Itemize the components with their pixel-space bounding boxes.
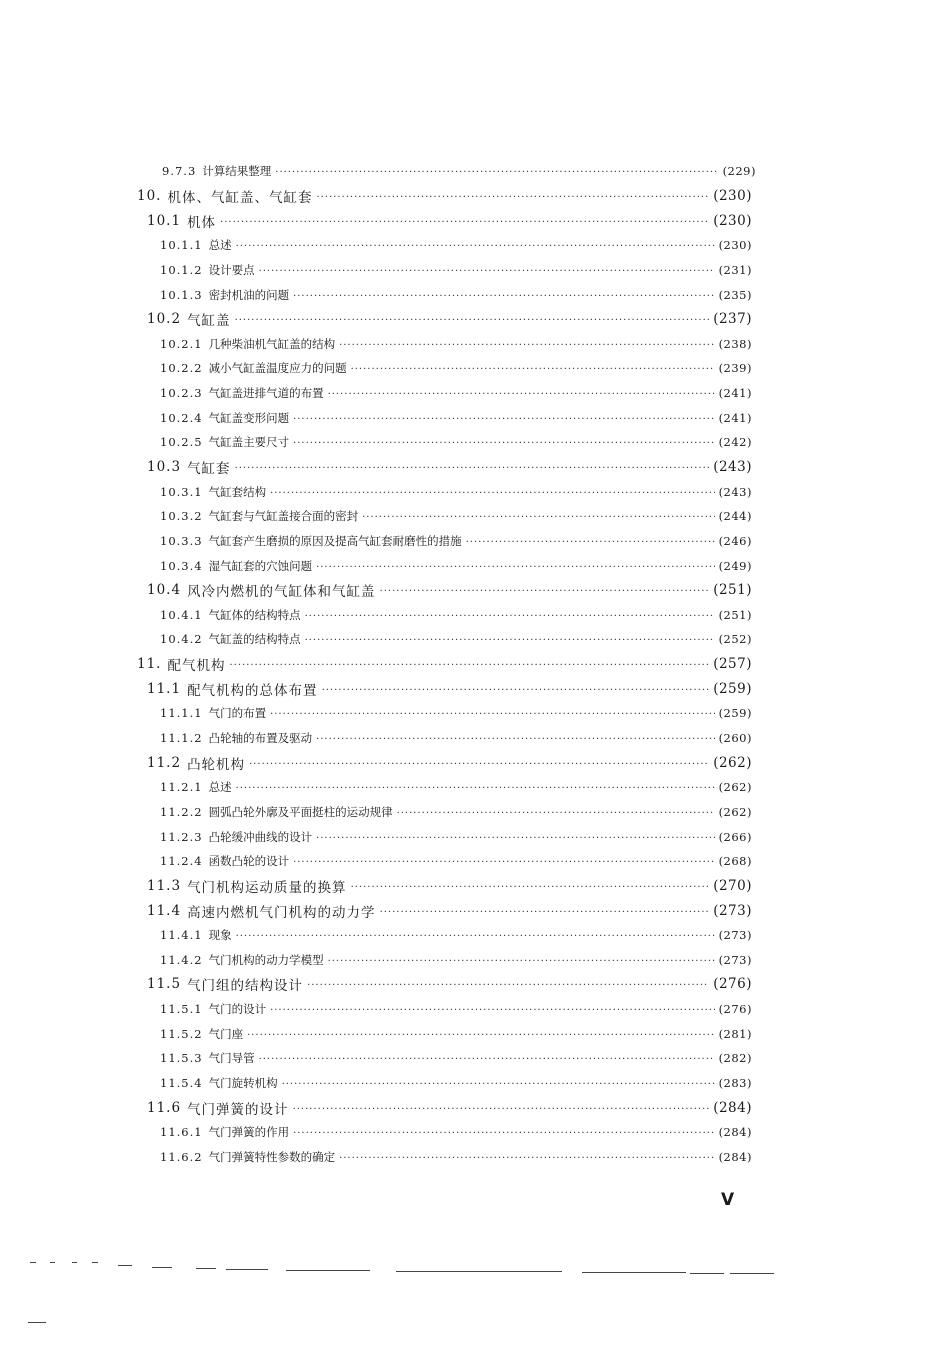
entry-page: (281)	[718, 1026, 752, 1041]
dot-leader	[351, 883, 710, 893]
entry-number: 10.2.1	[160, 336, 203, 351]
dot-leader	[380, 908, 710, 918]
entry-number: 10.1.2	[160, 262, 203, 277]
entry-number: 11.1	[147, 680, 182, 697]
entry-number: 10.1.3	[160, 287, 203, 302]
entry-number: 11.5.3	[160, 1051, 203, 1066]
entry-page: (243)	[718, 484, 752, 499]
dot-leader	[293, 415, 714, 425]
toc-chapter	[0, 652, 952, 677]
entry-page: (259)	[718, 706, 752, 721]
entry-page: (229)	[722, 164, 756, 179]
dot-leader	[466, 538, 715, 548]
entry-page: (262)	[718, 804, 752, 819]
entry-title: 气缸盖的结构特点	[208, 632, 301, 647]
entry-page: (276)	[718, 1002, 752, 1017]
dot-leader	[362, 513, 714, 523]
entry-title: 湿气缸套的穴蚀问题	[208, 558, 313, 573]
entry-page: (239)	[718, 361, 752, 376]
dot-leader	[328, 390, 715, 400]
entry-number: 11.5	[147, 976, 182, 993]
entry-title: 凸轮轴的布置及驱动	[208, 731, 313, 746]
entry-title: 机体	[187, 214, 217, 231]
entry-number: 10.1	[147, 212, 182, 229]
toc-entry	[0, 159, 952, 184]
toc-section	[0, 898, 952, 923]
scan-artifact	[92, 1262, 98, 1263]
entry-title: 高速内燃机气门机构的动力学	[187, 904, 376, 921]
entry-number: 10.3.1	[160, 484, 203, 499]
dot-leader	[249, 760, 709, 770]
entry-number: 10.4.2	[160, 632, 203, 647]
entry-page: (276)	[713, 976, 752, 993]
entry-number: 9.7.3	[162, 164, 197, 179]
toc-entry	[0, 381, 952, 406]
entry-number: 10.2.4	[160, 410, 203, 425]
toc-entry	[0, 923, 952, 948]
dot-leader	[275, 168, 718, 178]
toc-entry	[0, 430, 952, 455]
toc-entry	[0, 1120, 952, 1145]
entry-number: 10.4.1	[160, 607, 203, 622]
entry-page: (246)	[718, 533, 752, 548]
toc-entry	[0, 603, 952, 628]
dot-leader	[270, 1006, 714, 1016]
entry-title: 气缸盖主要尺寸	[208, 435, 290, 450]
toc-section	[0, 1095, 952, 1120]
entry-page: (284)	[713, 1099, 752, 1116]
dot-leader	[229, 661, 709, 671]
entry-page: (284)	[718, 1125, 752, 1140]
entry-title: 气缸套产生磨损的原因及提高气缸套耐磨性的措施	[208, 533, 462, 548]
entry-page: (268)	[718, 854, 752, 869]
entry-number: 10.2.5	[160, 435, 203, 450]
scan-artifact	[196, 1268, 216, 1269]
entry-title: 机体、气缸盖、气缸套	[167, 189, 313, 206]
entry-number: 11.1.2	[160, 731, 203, 746]
scan-artifact	[582, 1272, 686, 1273]
entry-page: (262)	[718, 780, 752, 795]
entry-page: (230)	[713, 187, 752, 204]
entry-title: 计算结果整理	[202, 164, 272, 179]
entry-page: (266)	[718, 829, 752, 844]
toc-entry	[0, 1021, 952, 1046]
entry-number: 11.5.2	[160, 1026, 203, 1041]
entry-number: 10.3.3	[160, 533, 203, 548]
entry-page: (251)	[718, 607, 752, 622]
entry-page: (282)	[718, 1051, 752, 1066]
dot-leader	[316, 563, 714, 573]
toc-entry	[0, 282, 952, 307]
scan-artifact	[50, 1262, 55, 1263]
entry-number: 10.	[137, 187, 162, 204]
entry-page: (262)	[713, 754, 752, 771]
toc-entry	[0, 356, 952, 381]
dot-leader	[322, 686, 710, 696]
dot-leader	[293, 858, 714, 868]
dot-leader	[293, 1129, 714, 1139]
entry-page: (230)	[713, 212, 752, 229]
toc-entry	[0, 553, 952, 578]
scan-artifact	[286, 1270, 370, 1271]
entry-number: 11.6.2	[160, 1149, 203, 1164]
scan-artifact	[72, 1262, 77, 1263]
entry-title: 气门的设计	[208, 1002, 267, 1017]
table-of-contents	[0, 159, 952, 1169]
entry-number: 11.2.4	[160, 854, 203, 869]
toc-entry	[0, 1046, 952, 1071]
toc-section	[0, 307, 952, 332]
entry-title: 函数凸轮的设计	[208, 854, 290, 869]
entry-page: (273)	[718, 928, 752, 943]
entry-number: 11.6	[147, 1099, 182, 1116]
entry-title: 气缸套	[187, 461, 231, 477]
entry-title: 气缸套与气缸盖接合面的密封	[208, 509, 359, 524]
toc-entry	[0, 849, 952, 874]
toc-entry	[0, 775, 952, 800]
entry-title: 现象	[208, 928, 232, 943]
entry-number: 11.4.2	[160, 952, 203, 967]
toc-entry	[0, 405, 952, 430]
toc-chapter	[0, 184, 952, 209]
dot-leader	[236, 784, 715, 794]
dot-leader	[259, 1055, 715, 1065]
entry-title: 气缸套结构	[208, 484, 267, 499]
dot-leader	[247, 1031, 714, 1041]
toc-entry	[0, 1145, 952, 1170]
entry-number: 11.4	[147, 902, 182, 919]
dot-leader	[307, 981, 709, 991]
dot-leader	[282, 1080, 715, 1090]
entry-number: 10.2.3	[160, 386, 203, 401]
entry-number: 11.2	[147, 754, 182, 771]
entry-title: 气门机构运动质量的换算	[187, 879, 347, 896]
entry-number: 11.1.1	[160, 706, 203, 721]
entry-title: 总述	[208, 780, 232, 795]
dot-leader	[305, 612, 715, 622]
entry-title: 配气机构的总体布置	[187, 682, 318, 699]
toc-entry	[0, 233, 952, 258]
entry-title: 气门的布置	[208, 706, 267, 721]
page-number: V	[721, 1190, 735, 1210]
entry-title: 气门组的结构设计	[187, 978, 304, 995]
entry-page: (237)	[713, 311, 752, 328]
entry-page: (242)	[718, 435, 752, 450]
entry-title: 气门旋转机构	[208, 1076, 278, 1091]
toc-entry	[0, 800, 952, 825]
entry-title: 气门机构的动力学模型	[208, 952, 324, 967]
entry-page: (283)	[718, 1076, 752, 1091]
entry-title: 气门弹簧的设计	[187, 1101, 289, 1118]
entry-title: 气门座	[208, 1026, 244, 1041]
scan-artifact	[730, 1273, 774, 1274]
entry-number: 11.2.2	[160, 804, 203, 819]
dot-leader	[380, 587, 710, 597]
toc-entry	[0, 331, 952, 356]
entry-page: (270)	[713, 877, 752, 894]
toc-section	[0, 578, 952, 603]
entry-number: 11.5.1	[160, 1002, 203, 1017]
entry-title: 密封机油的问题	[208, 287, 290, 302]
entry-number: 11.3	[147, 877, 182, 894]
entry-title: 气缸体的结构特点	[208, 607, 301, 622]
entry-page: (273)	[718, 952, 752, 967]
toc-entry	[0, 258, 952, 283]
entry-number: 11.5.4	[160, 1076, 203, 1091]
entry-page: (249)	[718, 558, 752, 573]
dot-leader	[316, 735, 714, 745]
entry-number: 10.3.4	[160, 558, 203, 573]
entry-number: 11.2.1	[160, 780, 203, 795]
toc-entry	[0, 824, 952, 849]
entry-title: 气缸盖	[187, 313, 231, 330]
dot-leader	[270, 489, 714, 499]
entry-title: 总述	[208, 238, 232, 253]
entry-title: 气门弹簧的作用	[208, 1125, 290, 1140]
entry-title: 气缸盖变形问题	[208, 410, 290, 425]
dot-leader	[316, 193, 709, 203]
toc-section	[0, 676, 952, 701]
toc-entry	[0, 1071, 952, 1096]
scan-artifact	[690, 1273, 724, 1274]
entry-page: (273)	[713, 902, 752, 919]
scan-artifact	[118, 1265, 132, 1266]
entry-page: (284)	[718, 1149, 752, 1164]
scan-artifact	[152, 1267, 172, 1268]
entry-page: (231)	[718, 262, 752, 277]
dot-leader	[235, 316, 710, 326]
toc-entry	[0, 997, 952, 1022]
entry-page: (230)	[718, 238, 752, 253]
entry-page: (251)	[713, 582, 752, 599]
entry-page: (238)	[718, 336, 752, 351]
entry-page: (235)	[718, 287, 752, 302]
toc-entry	[0, 701, 952, 726]
entry-page: (252)	[718, 632, 752, 647]
entry-title: 风冷内燃机的气缸体和气缸盖	[187, 584, 376, 601]
entry-page: (243)	[713, 459, 752, 475]
toc-section	[0, 455, 952, 480]
toc-entry	[0, 504, 952, 529]
entry-title: 凸轮机构	[187, 756, 246, 773]
entry-number: 10.3	[147, 459, 182, 475]
dot-leader	[339, 1154, 714, 1164]
dot-leader	[293, 292, 714, 302]
dot-leader	[220, 218, 709, 228]
entry-title: 配气机构	[167, 658, 226, 675]
entry-title: 气门导管	[208, 1051, 255, 1066]
entry-page: (260)	[718, 731, 752, 746]
entry-page: (244)	[718, 509, 752, 524]
dot-leader	[339, 341, 714, 351]
dot-leader	[259, 267, 715, 277]
dot-leader	[316, 834, 714, 844]
entry-number: 11.4.1	[160, 928, 203, 943]
dot-leader	[235, 464, 710, 474]
entry-number: 10.2.2	[160, 361, 203, 376]
dot-leader	[236, 932, 715, 942]
dot-leader	[236, 242, 715, 252]
toc-entry	[0, 627, 952, 652]
entry-title: 几种柴油机气缸盖的结构	[208, 336, 336, 351]
entry-number: 11.	[137, 656, 162, 673]
dot-leader	[397, 809, 715, 819]
entry-number: 11.2.3	[160, 829, 203, 844]
toc-entry	[0, 529, 952, 554]
entry-title: 减小气缸盖温度应力的问题	[208, 361, 347, 376]
toc-section	[0, 750, 952, 775]
entry-title: 气缸盖进排气道的布置	[208, 386, 324, 401]
entry-number: 10.4	[147, 582, 182, 599]
dot-leader	[351, 365, 715, 375]
dot-leader	[270, 710, 714, 720]
entry-number: 10.1.1	[160, 238, 203, 253]
entry-title: 圆弧凸轮外廓及平面挺柱的运动规律	[208, 804, 393, 819]
scan-artifact	[226, 1269, 268, 1270]
entry-number: 10.3.2	[160, 509, 203, 524]
toc-entry	[0, 479, 952, 504]
entry-page: (241)	[718, 386, 752, 401]
entry-number: 10.2	[147, 311, 182, 328]
scan-artifact	[396, 1271, 562, 1272]
scan-artifact	[30, 1262, 36, 1263]
dot-leader	[305, 636, 715, 646]
dot-leader	[293, 1105, 710, 1115]
toc-entry	[0, 726, 952, 751]
entry-number: 11.6.1	[160, 1125, 203, 1140]
toc-section	[0, 208, 952, 233]
toc-section	[0, 874, 952, 899]
dot-leader	[293, 439, 714, 449]
toc-entry	[0, 948, 952, 973]
entry-page: (257)	[713, 656, 752, 673]
toc-section	[0, 972, 952, 997]
entry-title: 凸轮缓冲曲线的设计	[208, 829, 313, 844]
entry-page: (259)	[713, 680, 752, 697]
entry-page: (241)	[718, 410, 752, 425]
entry-title: 设计要点	[208, 262, 255, 277]
scan-artifact	[28, 1322, 46, 1323]
entry-title: 气门弹簧特性参数的确定	[208, 1149, 336, 1164]
dot-leader	[328, 957, 715, 967]
